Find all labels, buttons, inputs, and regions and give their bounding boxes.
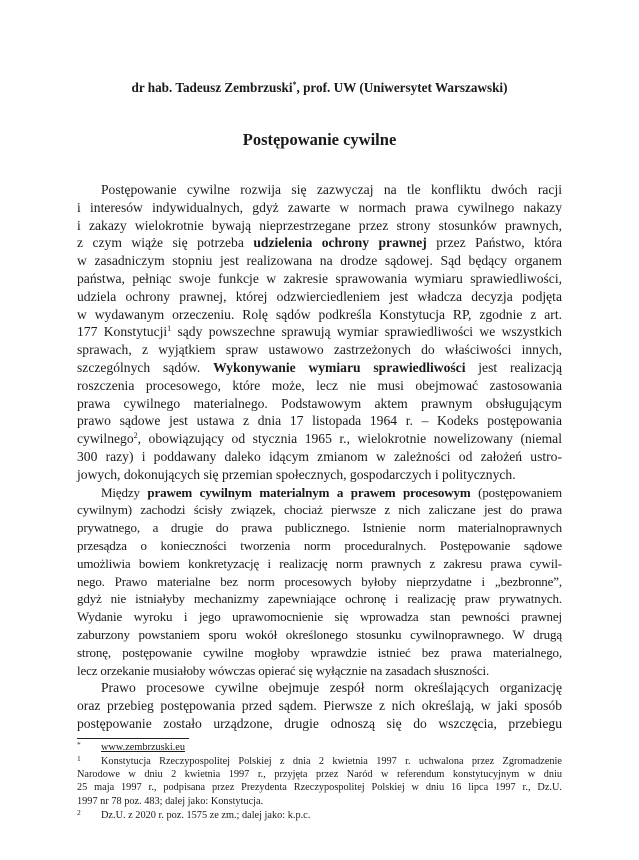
p1-line-15b: , obowiązujący od stycznia 1965 r., wielokrotnie nowelizowany (niemal [137,431,562,447]
p2-line-7: gdyż nie istniałyby mechanizmy zapewniające ochronę i realizację praw prywatnych. [77,591,562,607]
footnote-1-mark: 1 [77,753,81,763]
p1-line-15 [77,430,562,448]
p1-line-7: udziela ochrony prawnej, której odzwierciedleniem jest władcza decyzja podjęta [77,288,562,304]
footnote-separator [77,738,189,739]
footnote-star-mark: * [77,740,81,749]
p1-line-4a: z czym wiąże się potrzeba [77,235,254,251]
p1-line-12: roszczenia procesowego, które może, lecz nie musi obejmować zastosowania [77,377,562,393]
p1-line-16: 300 razy) i poddawany daleko idącym zmianom w zależności od założeń ustro- [77,448,562,464]
p2-line-5: umożliwia bowiem konkretyzację i realizację norm prawnych z zakresu prawa cywil- [77,555,562,571]
p1-line-15a: cywilnego [77,431,134,447]
p3-line-1: Prawo procesowe cywilne obejmuje zespół norm określających organizację [101,680,562,696]
emphasis-udzielenia-ochrony: udzielenia ochrony prawnej [253,235,427,251]
author-footnote-mark: * [292,80,297,89]
p2-line-10: stronę, postępowanie cywilne mogłoby wprawdzie istnieć bez prawa materialnego, [77,644,562,660]
p1-line-4c: przez Państwo, która [426,235,562,251]
footnote-ref-1[interactable]: 1 [167,324,172,334]
p2-line-2: cywilnym) zachodzi ścisły związek, chociaż pierwsze z nich zaliczane jest do prawa [77,502,562,518]
footnote-1-line-1: Konstytucja Rzeczypospolitej Polskiej z dnia 2 kwietnia 1997 r. uchwalona przez Zgromadzenie [101,755,562,767]
footnote-2 [77,809,562,822]
footnote-ref-2[interactable]: 2 [133,431,138,441]
p1-line-14: prawo sądowe jest ustawa z dnia 17 listopada 1964 r. – Kodeks postępowania [77,413,562,429]
p2-line-8: Wydanie wyroku i jego uprawomocnienie się wprowadza stan pewności prawnej [77,609,562,625]
author-affiliation: , prof. UW (Uniwersytet Warszawski) [296,80,508,95]
p1-line-11a: szczególnych sądów. [77,359,214,375]
p1-line-8: w wydawanym orzeczeniu. Rolę sądów podkreśla Konstytucja RP, zgodnie z art. [77,306,562,322]
p2-line-9: zaburzony powstaniem sporu wokół określonego stosunku cywilnoprawnego. W drugą [77,626,562,642]
footnote-2-line-1: Dz.U. z 2020 r. poz. 1575 ze zm.; dalej jako: k.p.c. [101,809,311,821]
p2-line-6: nego. Prawo materialne bez norm procesowych byłoby nieprzydatne i „bezbronne”, [77,573,562,589]
emphasis-wykonywanie: Wykonywanie wymiaru sprawiedliwości [213,359,466,375]
footnote-1-line-3: 25 maja 1997 r., podpisana przez Prezydenta Rzeczypospolitej Polskiej w dniu 16 lipca 1997 r., Dz.U. [77,782,562,794]
p1-line-3: i zakazy wielokrotnie bywają nieprzestrzegane przez strony stosunków prawnych, [77,217,562,233]
footnote-star [77,741,562,754]
page-title: Postępowanie cywilne [242,130,397,149]
p2-line-3: prywatnego, a drugie do prawa publicznego. Istnienie norm materialnoprawnych [77,520,562,536]
author-name: dr hab. Tadeusz Zembrzuski [131,80,293,95]
body-text [77,181,562,733]
footnote-2-mark: 2 [77,807,81,817]
emphasis-prawem-cywilnym: prawem cywilnym materialnym a prawem procesowym [147,484,471,500]
author-website-link[interactable]: www.zembrzuski.eu [101,742,185,753]
footnote-1 [77,755,562,809]
p1-line-9 [77,323,562,341]
p1-line-2: i interesów indywidualnych, gdyż zawarte w normach prawa cywilnego nakazy [77,199,562,215]
p2-line-1a: Między [101,484,148,500]
p2-line-4: przesądza o konieczności tworzenia norm proceduralnych. Postępowanie sądowe [77,537,562,553]
p2-line-1c: (postępowaniem [470,484,562,500]
p1-line-11c: jest realizacją [465,359,563,375]
p1-line-11 [77,359,562,377]
p1-line-6: państwa, pełniąc swoje funkcje w zakresie sprawowania wymiaru sprawiedliwości, [77,270,562,286]
p1-line-5: w zasadniczym stopniu jest realizowana na drodze sądowej. Sąd będący organem [77,253,562,269]
footnote-1-line-2: Narodowe w dniu 2 kwietnia 1997 r., przyjęta przez Naród w referendum konstytucyjnym w dniu [77,768,562,780]
p1-line-4 [77,234,562,252]
p3-line-3: postępowanie zostało urządzone, drugie odnoszą się do wszczęcia, przebiegu [77,715,562,731]
footnote-1-line-4: 1997 nr 78 poz. 483; dalej jako: Konstytucja. [77,795,264,807]
p1-line-1: Postępowanie cywilne rozwija się zazwyczaj na tle konfliktu dwóch racji [101,182,562,197]
p3-line-2: oraz przebieg postępowania przed sądem. Pierwsze z nich określają, w jaki sposób [77,698,562,714]
p1-line-9b: sądy powszechne sprawują wymiar sprawiedliwości we wszystkich [171,324,562,340]
p1-line-17: jowych, dokonujących się przemian społecznych, gospodarczych i politycznych. [77,466,516,482]
p2-line-11: lecz orzekanie musiałoby wówczas opierać się wyłącznie na zasadach słuszności. [77,662,490,678]
author-line [0,80,639,96]
p2-line-1 [77,484,562,502]
p1-line-9a: 177 Konstytucji [77,324,168,340]
p1-line-13: prawa cywilnego materialnego. Podstawowym aktem prawnym obsługującym [77,395,562,411]
p1-line-10: sprawach, z wyjątkiem spraw ustawowo zastrzeżonych do właściwości innych, [77,342,562,358]
